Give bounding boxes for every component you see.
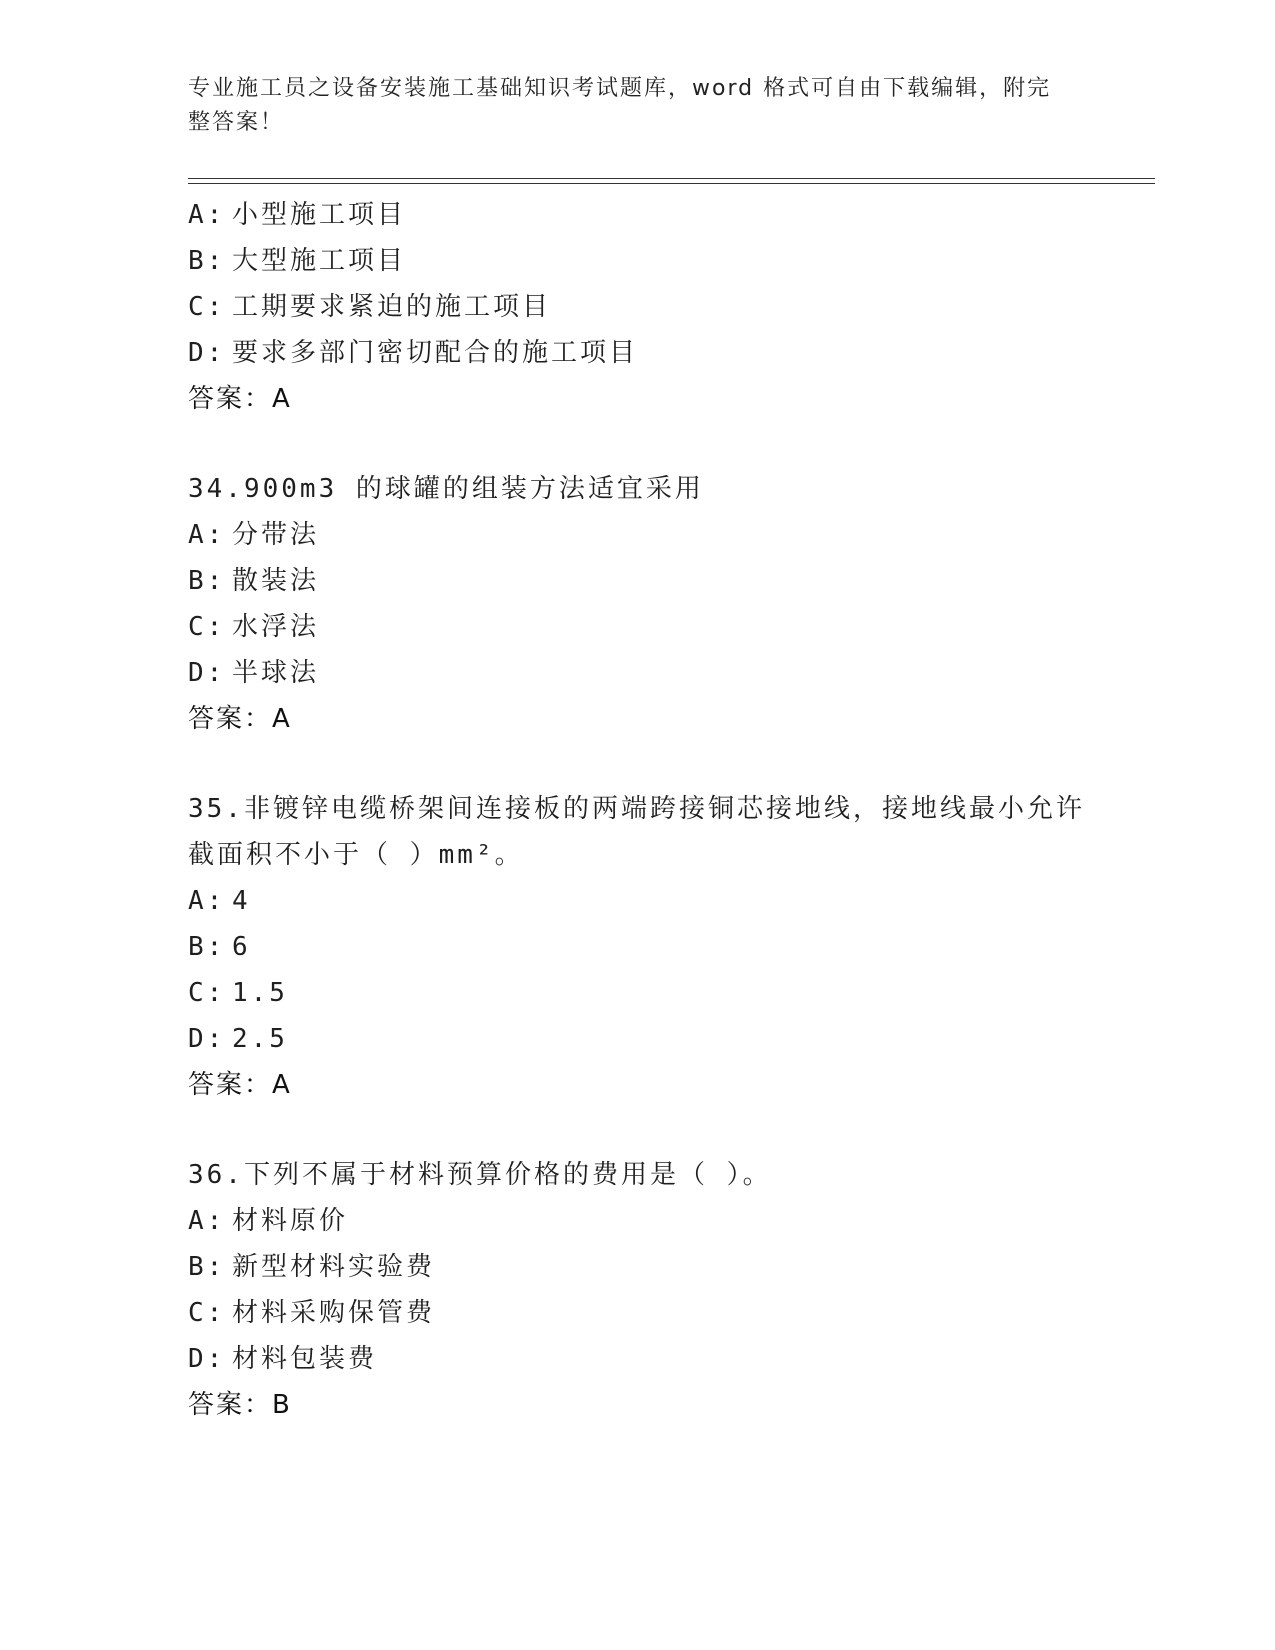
option-letter: A: [188, 200, 226, 230]
option-c [188, 604, 1088, 650]
answer-text: 答案：A [188, 704, 292, 734]
question-title-line-2: 截面积不小于（ ）mm²。 [188, 840, 524, 870]
option-text: 2.5 [232, 1024, 288, 1054]
option-text: 1.5 [232, 978, 288, 1008]
option-letter: D: [188, 338, 226, 368]
page-header [188, 72, 1068, 140]
spacer [188, 422, 1088, 466]
option-letter: D: [188, 658, 226, 688]
question-35 [188, 786, 1088, 1108]
spacer [188, 1108, 1088, 1152]
question-content [188, 192, 1088, 1428]
option-d [188, 1336, 1088, 1382]
option-text: 散装法 [232, 566, 320, 596]
option-letter: A: [188, 520, 226, 550]
option-a [188, 878, 1088, 924]
question-36 [188, 1152, 1088, 1428]
option-b [188, 238, 1088, 284]
option-text: 材料原价 [232, 1206, 349, 1236]
option-letter: A: [188, 886, 226, 916]
option-a [188, 1198, 1088, 1244]
header-line-2: 整答案！ [188, 110, 285, 135]
option-c [188, 1290, 1088, 1336]
question-33 [188, 192, 1088, 422]
option-letter: B: [188, 932, 226, 962]
option-text: 大型施工项目 [232, 246, 407, 276]
option-text: 要求多部门密切配合的施工项目 [232, 338, 639, 368]
option-text: 4 [232, 886, 251, 916]
option-c [188, 970, 1088, 1016]
question-title: 34.900m3 的球罐的组装方法适宜采用 [188, 474, 704, 504]
option-letter: B: [188, 246, 226, 276]
option-letter: C: [188, 1298, 226, 1328]
option-a [188, 512, 1088, 558]
spacer [188, 742, 1088, 786]
option-letter: B: [188, 1252, 226, 1282]
option-letter: B: [188, 566, 226, 596]
option-letter: A: [188, 1206, 226, 1236]
option-text: 材料包装费 [232, 1344, 378, 1374]
answer-text: 答案：B [188, 1390, 292, 1420]
option-b [188, 1244, 1088, 1290]
option-text: 水浮法 [232, 612, 320, 642]
option-text: 半球法 [232, 658, 320, 688]
option-letter: C: [188, 612, 226, 642]
option-text: 工期要求紧迫的施工项目 [232, 292, 552, 322]
question-title-line-1: 35.非镀锌电缆桥架间连接板的两端跨接铜芯接地线，接地线最小允许 [188, 794, 1085, 824]
option-letter: D: [188, 1344, 226, 1374]
option-c [188, 284, 1088, 330]
option-d [188, 1016, 1088, 1062]
header-divider-top [188, 178, 1155, 179]
answer-text: 答案：A [188, 1070, 292, 1100]
option-b [188, 924, 1088, 970]
answer-text: 答案：A [188, 384, 292, 414]
question-34 [188, 466, 1088, 742]
header-line-1: 专业施工员之设备安装施工基础知识考试题库，word 格式可自由下载编辑，附完 [188, 76, 1052, 101]
option-letter: C: [188, 292, 226, 322]
option-letter: C: [188, 978, 226, 1008]
option-text: 小型施工项目 [232, 200, 407, 230]
option-d [188, 650, 1088, 696]
option-text: 新型材料实验费 [232, 1252, 436, 1282]
option-text: 6 [232, 932, 251, 962]
option-text: 材料采购保管费 [232, 1298, 436, 1328]
question-title: 36.下列不属于材料预算价格的费用是（ ）。 [188, 1160, 772, 1190]
header-divider-bottom [188, 183, 1155, 184]
option-b [188, 558, 1088, 604]
option-a [188, 192, 1088, 238]
option-text: 分带法 [232, 520, 320, 550]
option-letter: D: [188, 1024, 226, 1054]
option-d [188, 330, 1088, 376]
